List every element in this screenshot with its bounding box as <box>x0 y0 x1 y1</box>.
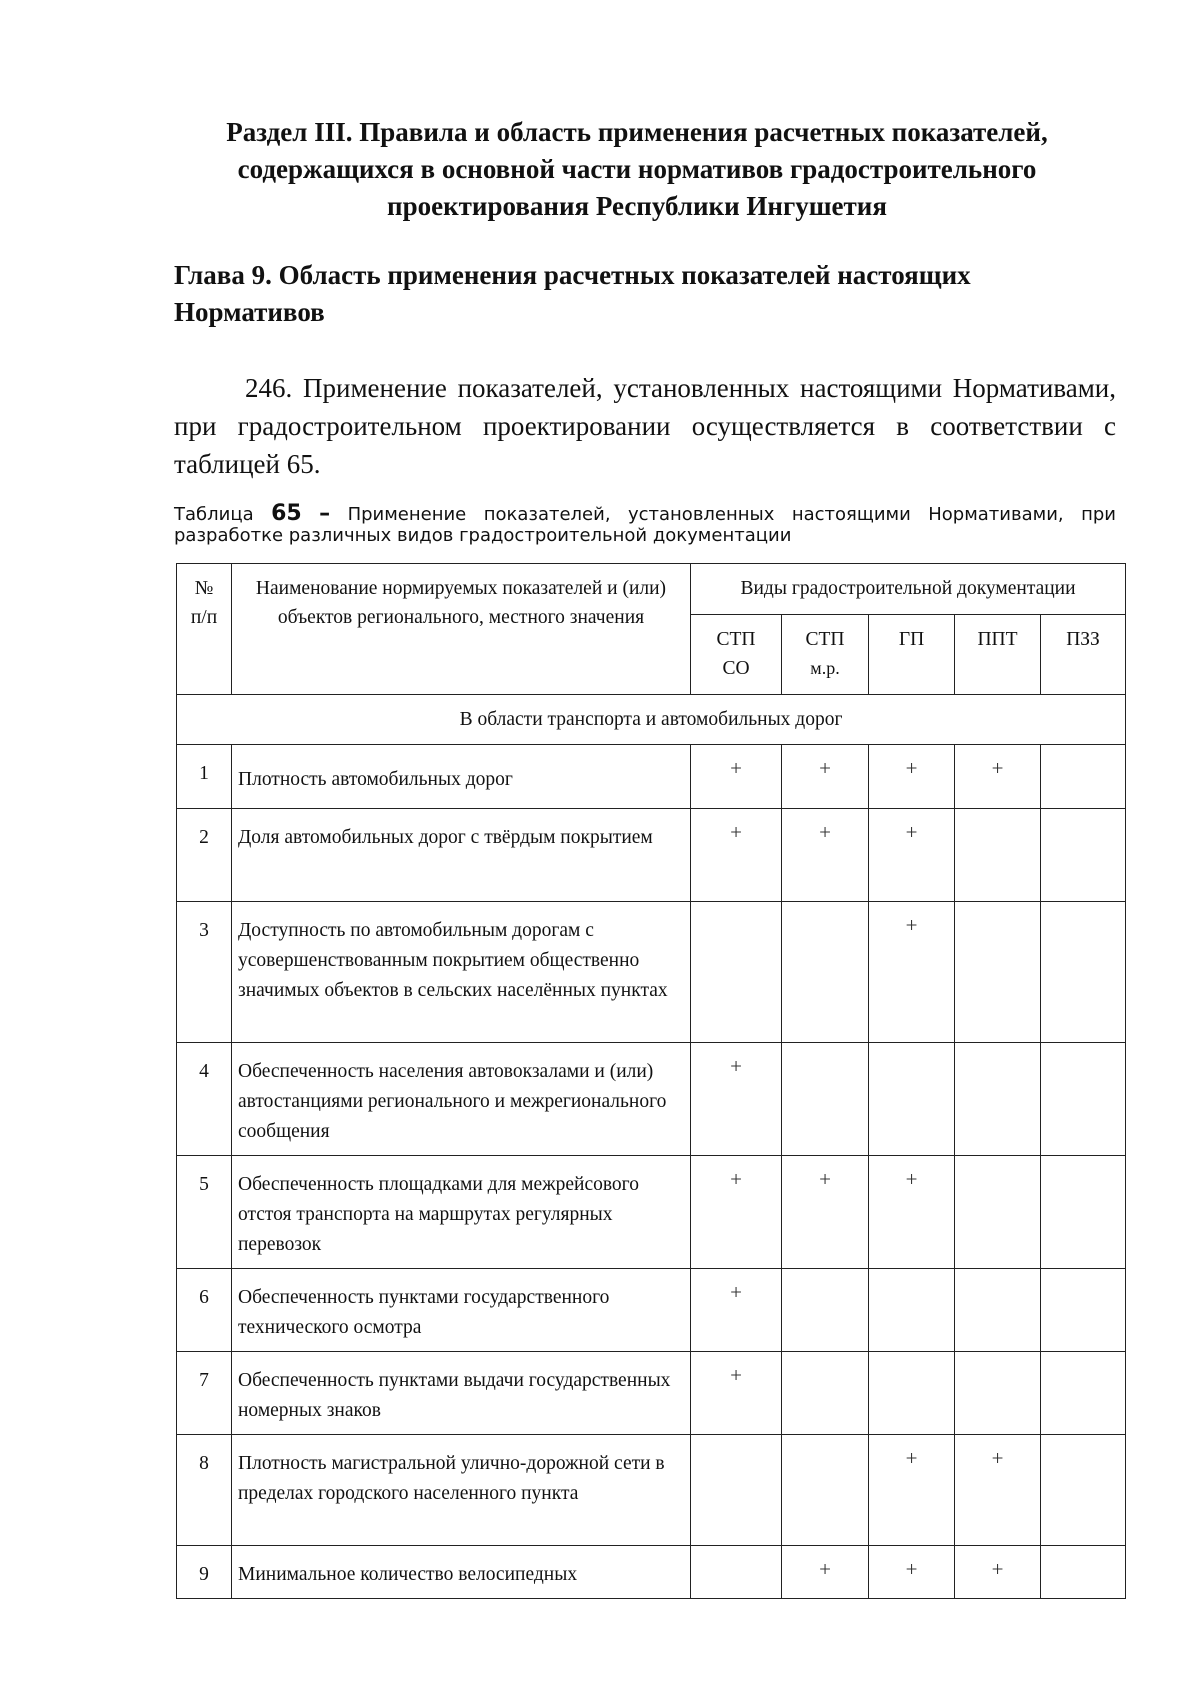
row-name: Доступность по автомобильным дорогам с усовершенствованным покрытием общественно значимых объектов в сельских населённых пунктах <box>232 902 691 1043</box>
row-mark: + <box>691 809 782 902</box>
table-row <box>177 745 1126 809</box>
chapter-title <box>174 257 1100 331</box>
row-mark: + <box>691 1269 782 1352</box>
header-doc-group: Виды градостроительной документации <box>691 564 1126 615</box>
table-row <box>177 1352 1126 1435</box>
table-row <box>177 902 1126 1043</box>
row-mark: + <box>782 1546 869 1599</box>
row-name: Обеспеченность пунктами выдачи государственных номерных знаков <box>232 1352 691 1435</box>
row-mark <box>1041 1043 1126 1156</box>
header-doc-top: СТП <box>716 629 756 650</box>
row-num: 1 <box>177 745 232 809</box>
row-mark <box>1041 902 1126 1043</box>
row-mark <box>1041 1352 1126 1435</box>
row-mark <box>955 809 1041 902</box>
section-title <box>174 114 1100 225</box>
row-mark <box>782 1352 869 1435</box>
row-mark <box>1041 809 1126 902</box>
row-mark <box>1041 1435 1126 1546</box>
table-row <box>177 1156 1126 1269</box>
row-name: Минимальное количество велосипедных <box>232 1546 691 1599</box>
header-doc-top: ГП <box>898 629 925 650</box>
table-row <box>177 809 1126 902</box>
row-num: 9 <box>177 1546 232 1599</box>
row-mark: + <box>869 1546 955 1599</box>
row-mark: + <box>782 1156 869 1269</box>
header-doc-bottom: м.р. <box>810 658 840 678</box>
section-label: В области транспорта и автомобильных дорог <box>177 695 1126 745</box>
row-mark: + <box>955 745 1041 809</box>
header-row-1 <box>177 564 1126 615</box>
row-num: 2 <box>177 809 232 902</box>
row-mark: + <box>869 745 955 809</box>
row-num: 4 <box>177 1043 232 1156</box>
row-name: Обеспеченность населения автовокзалами и (или) автостанциями регионального и межрегионального сообщения <box>232 1043 691 1156</box>
chapter-title-line-2: Нормативов <box>174 297 325 327</box>
caption-dash: – <box>319 501 331 526</box>
row-mark <box>691 902 782 1043</box>
section-row <box>177 695 1126 745</box>
header-doc-stp-mr <box>782 615 869 695</box>
chapter-title-line-1: Глава 9. Область применения расчетных показателей настоящих <box>174 260 971 290</box>
row-mark: + <box>691 1352 782 1435</box>
section-title-line-1: Раздел III. Правила и область применения расчетных показателей, <box>226 117 1048 147</box>
header-doc-top: ППТ <box>977 629 1018 650</box>
table-row <box>177 1546 1126 1599</box>
header-doc-stp-so <box>691 615 782 695</box>
row-mark <box>1041 1156 1126 1269</box>
section-title-line-3: проектирования Республики Ингушетия <box>387 191 887 221</box>
header-doc-ppt <box>955 615 1041 695</box>
row-mark <box>782 1043 869 1156</box>
paragraph-246: 246. Применение показателей, установленных настоящими Нормативами, при градостроительном проектировании осуществляется в соответствии с таблицей 65. <box>174 373 1116 479</box>
row-name: Обеспеченность пунктами государственного технического осмотра <box>232 1269 691 1352</box>
header-num <box>177 564 232 695</box>
row-mark <box>782 1435 869 1546</box>
row-mark <box>955 902 1041 1043</box>
row-mark: + <box>869 809 955 902</box>
header-doc-bottom: СО <box>722 658 750 679</box>
row-mark: + <box>691 745 782 809</box>
row-name: Плотность автомобильных дорог <box>232 745 691 809</box>
row-mark: + <box>869 902 955 1043</box>
row-mark <box>1041 745 1126 809</box>
row-mark: + <box>691 1043 782 1156</box>
row-name: Плотность магистральной улично-дорожной сети в пределах городского населенного пункта <box>232 1435 691 1546</box>
row-mark <box>782 1269 869 1352</box>
caption-prefix: Таблица <box>174 504 254 525</box>
row-name: Доля автомобильных дорог с твёрдым покрытием <box>232 809 691 902</box>
caption-text: Применение показателей, установленных настоящими Нормативами, при разработке различных видов градостроительной документации <box>174 504 1116 546</box>
header-num-line-2: п/п <box>190 607 218 628</box>
row-mark <box>691 1435 782 1546</box>
row-mark: + <box>869 1156 955 1269</box>
row-mark <box>691 1546 782 1599</box>
row-num: 3 <box>177 902 232 1043</box>
row-mark <box>782 902 869 1043</box>
row-mark <box>955 1269 1041 1352</box>
row-mark: + <box>955 1435 1041 1546</box>
row-num: 5 <box>177 1156 232 1269</box>
table-row <box>177 1435 1126 1546</box>
caption-table-number: 65 <box>271 501 302 526</box>
header-doc-top: ПЗЗ <box>1066 629 1100 650</box>
table-row <box>177 1269 1126 1352</box>
row-mark <box>955 1352 1041 1435</box>
row-mark: + <box>782 745 869 809</box>
row-num: 8 <box>177 1435 232 1546</box>
row-mark: + <box>869 1435 955 1546</box>
row-mark <box>1041 1269 1126 1352</box>
section-title-line-2: содержащихся в основной части нормативов градостроительного <box>237 154 1037 184</box>
row-mark: + <box>782 809 869 902</box>
row-mark <box>869 1043 955 1156</box>
row-name: Обеспеченность площадками для межрейсового отстоя транспорта на маршрутах регулярных перевозок <box>232 1156 691 1269</box>
row-mark <box>869 1269 955 1352</box>
row-mark <box>1041 1546 1126 1599</box>
header-doc-gp <box>869 615 955 695</box>
row-mark <box>869 1352 955 1435</box>
row-mark <box>955 1156 1041 1269</box>
header-doc-pzz <box>1041 615 1126 695</box>
row-num: 7 <box>177 1352 232 1435</box>
indicators-table <box>176 563 1126 1599</box>
table-caption <box>174 503 1116 546</box>
table-row <box>177 1043 1126 1156</box>
row-mark: + <box>691 1156 782 1269</box>
row-mark: + <box>955 1546 1041 1599</box>
row-mark <box>955 1043 1041 1156</box>
header-doc-top: СТП <box>805 629 845 650</box>
header-name: Наименование нормируемых показателей и (или) объектов регионального, местного значения <box>232 564 691 695</box>
row-num: 6 <box>177 1269 232 1352</box>
header-num-line-1: № <box>194 578 214 599</box>
